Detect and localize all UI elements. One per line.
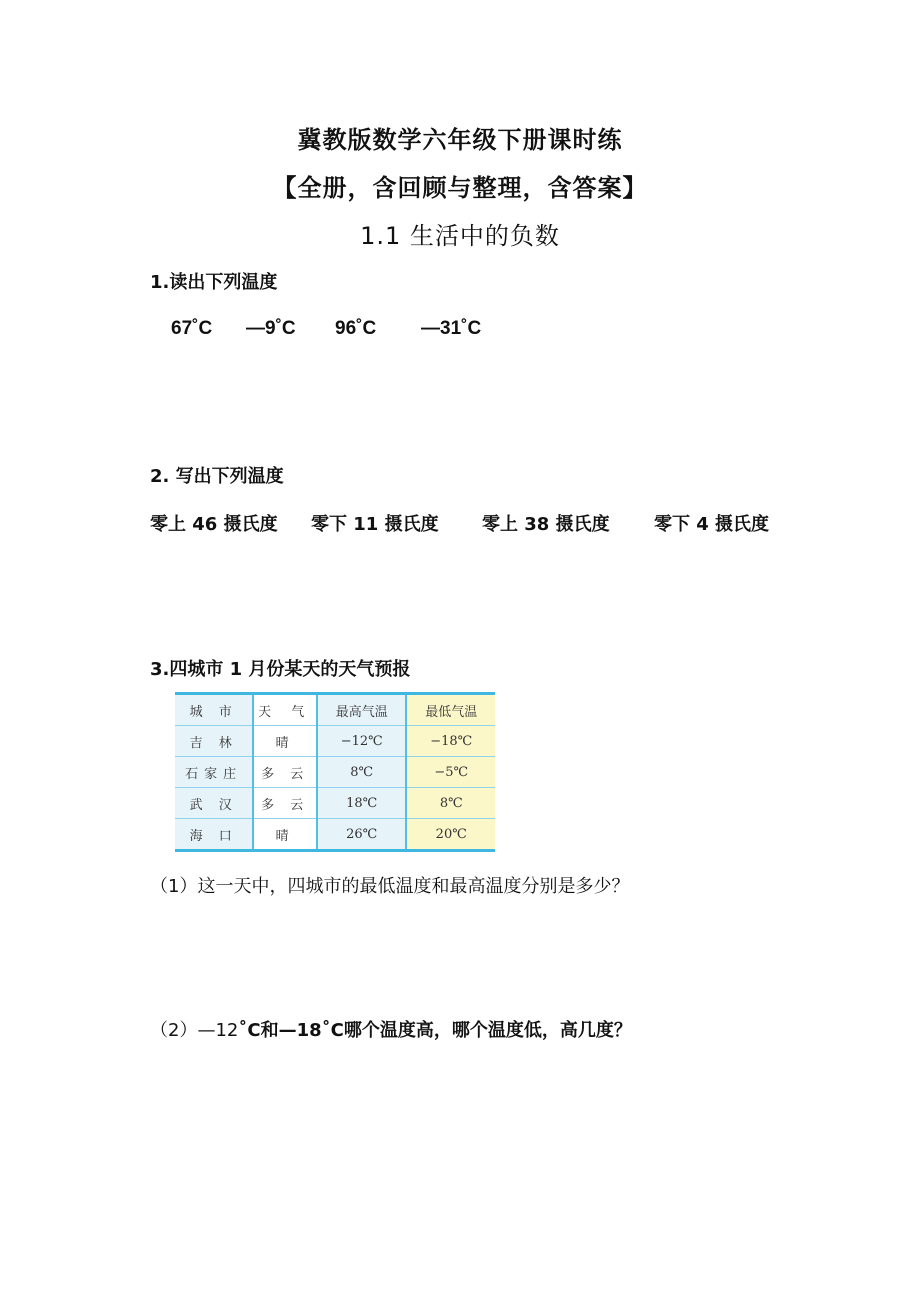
city-cell: 武 汉 [175, 788, 253, 819]
temperature-item: 96˚C [335, 318, 377, 339]
table-header-high-temp: 最高气温 [317, 694, 407, 726]
city-cell: 海 口 [175, 819, 253, 851]
low-temp-cell: 20℃ [406, 819, 495, 851]
low-temp-cell: 8℃ [406, 788, 495, 819]
written-temperature-item: 零下 4 摄氏度 [654, 514, 770, 535]
page-subtitle: 【全册，含回顾与整理，含答案】 [272, 174, 648, 202]
page-title: 冀教版数学六年级下册课时练 [297, 126, 623, 154]
temperature-item: —31˚C [421, 318, 482, 339]
table-header-low-temp: 最低气温 [406, 694, 495, 726]
table-header-city: 城 市 [175, 694, 253, 726]
weather-cell: 晴 [253, 726, 317, 757]
city-cell: 石家庄 [175, 757, 253, 788]
low-temp-cell: −18℃ [406, 726, 495, 757]
weather-cell: 多 云 [253, 757, 317, 788]
high-temp-cell: 26℃ [317, 819, 407, 851]
low-temp-cell: −5℃ [406, 757, 495, 788]
weather-cell: 晴 [253, 819, 317, 851]
table-header-weather: 天 气 [253, 694, 317, 726]
table-row [175, 788, 495, 819]
city-cell: 吉 林 [175, 726, 253, 757]
high-temp-cell: 8℃ [317, 757, 407, 788]
question-1-heading: 1.读出下列温度 [150, 272, 278, 293]
lesson-title: 1.1 生活中的负数 [360, 222, 560, 250]
written-temperature-item: 零下 11 摄氏度 [311, 514, 439, 535]
weather-forecast-table [175, 692, 495, 852]
question-3-part-2-prefix: （2）—12 [150, 1020, 239, 1041]
question-2-heading: 2. 写出下列温度 [150, 466, 284, 487]
high-temp-cell: −12℃ [317, 726, 407, 757]
written-temperature-item: 零上 38 摄氏度 [482, 514, 610, 535]
question-3-part-2-text: ˚C和—18˚C哪个温度高，哪个温度低，高几度？ [238, 1020, 632, 1041]
table-row [175, 819, 495, 851]
written-temperature-item: 零上 46 摄氏度 [150, 514, 278, 535]
question-3-part-1: （1）这一天中，四城市的最低温度和最高温度分别是多少？ [150, 876, 630, 897]
temperature-item: 67˚C [171, 318, 213, 339]
weather-cell: 多 云 [253, 788, 317, 819]
table-row [175, 757, 495, 788]
table-row [175, 726, 495, 757]
question-3-part-2 [150, 1016, 632, 1042]
question-3-heading: 3.四城市 1 月份某天的天气预报 [150, 659, 411, 680]
high-temp-cell: 18℃ [317, 788, 407, 819]
temperature-item: —9˚C [246, 318, 296, 339]
table-header-row [175, 694, 495, 726]
